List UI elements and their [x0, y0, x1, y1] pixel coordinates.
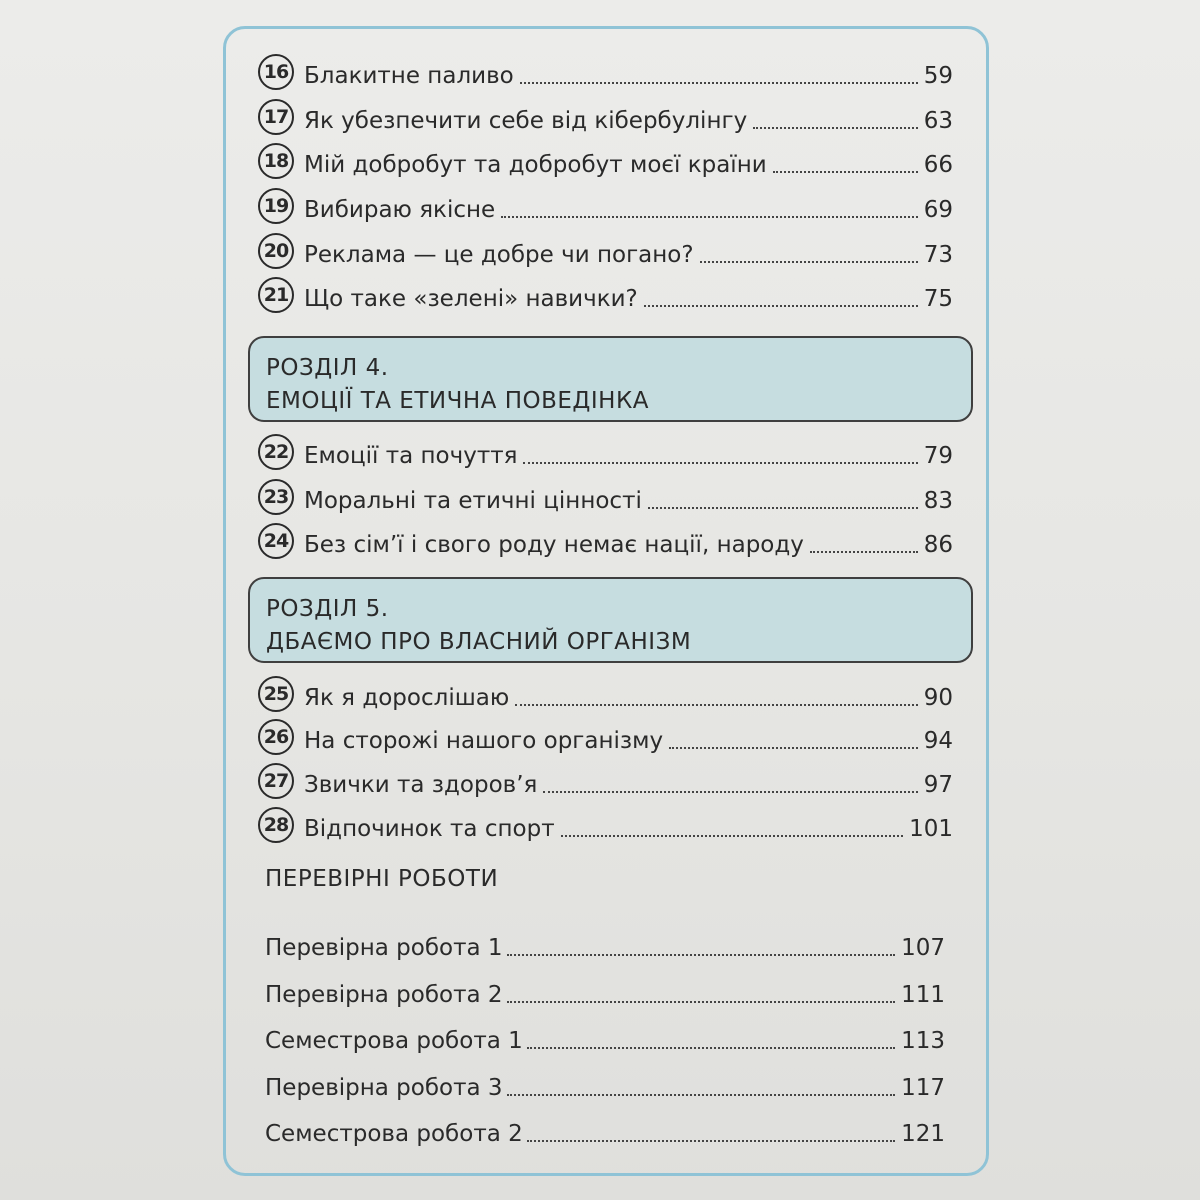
- toc-entry[interactable]: [258, 52, 953, 92]
- entry-page: 86: [923, 532, 953, 558]
- entry-number: 19: [258, 188, 294, 224]
- toc-entry[interactable]: [258, 805, 953, 845]
- leader-dots: [700, 261, 918, 263]
- entry-number: 27: [258, 763, 294, 799]
- tests-heading: ПЕРЕВІРНІ РОБОТИ: [265, 866, 499, 892]
- toc-entry[interactable]: [258, 674, 953, 714]
- test-page: 121: [901, 1121, 945, 1147]
- leader-dots: [644, 305, 918, 307]
- toc-entry[interactable]: [258, 186, 953, 226]
- entry-page: 83: [923, 488, 953, 514]
- entry-page: 73: [923, 242, 953, 268]
- leader-dots: [520, 82, 918, 84]
- entry-number: 21: [258, 277, 294, 313]
- test-page: 113: [901, 1028, 945, 1054]
- toc-entry[interactable]: [258, 521, 953, 561]
- entry-number: 18: [258, 143, 294, 179]
- toc-entry[interactable]: [258, 141, 953, 181]
- test-entry[interactable]: [265, 928, 945, 964]
- leader-dots: [543, 791, 917, 793]
- entry-number: 28: [258, 807, 294, 843]
- entry-number: 17: [258, 99, 294, 135]
- entry-title: Звички та здоров’я: [304, 772, 538, 798]
- entry-title: Відпочинок та спорт: [304, 816, 555, 842]
- leader-dots: [753, 127, 918, 129]
- toc-entry[interactable]: [258, 432, 953, 472]
- entry-number: 23: [258, 479, 294, 515]
- leader-dots: [507, 954, 896, 956]
- test-entry[interactable]: [265, 1068, 945, 1104]
- entry-number: 25: [258, 676, 294, 712]
- entry-title: Моральні та етичні цінності: [304, 488, 642, 514]
- test-title: Семестрова робота 2: [265, 1121, 523, 1147]
- test-title: Перевірна робота 1: [265, 935, 503, 961]
- entry-page: 69: [923, 197, 953, 223]
- entry-page: 59: [923, 63, 953, 89]
- entry-title: Емоції та почуття: [304, 443, 518, 469]
- entry-page: 97: [923, 772, 953, 798]
- entry-title: Блакитне паливо: [304, 63, 514, 89]
- entry-page: 94: [923, 728, 953, 754]
- entry-number: 24: [258, 523, 294, 559]
- leader-dots: [501, 216, 918, 218]
- test-page: 111: [901, 982, 945, 1008]
- entry-title: Що таке «зелені» навички?: [304, 286, 638, 312]
- leader-dots: [773, 171, 918, 173]
- test-title: Семестрова робота 1: [265, 1028, 523, 1054]
- entry-title: Реклама — це добре чи погано?: [304, 242, 694, 268]
- section-number: РОЗДІЛ 5.: [266, 596, 389, 622]
- entry-page: 63: [923, 108, 953, 134]
- leader-dots: [669, 747, 918, 749]
- entry-number: 26: [258, 719, 294, 755]
- leader-dots: [507, 1094, 896, 1096]
- test-page: 107: [901, 935, 945, 961]
- test-entry[interactable]: [265, 1114, 945, 1150]
- toc-entry[interactable]: [258, 761, 953, 801]
- entry-page: 75: [923, 286, 953, 312]
- entry-title: Як убезпечити себе від кібербулінгу: [304, 108, 748, 134]
- leader-dots: [523, 462, 917, 464]
- section-number: РОЗДІЛ 4.: [266, 355, 389, 381]
- leader-dots: [561, 835, 904, 837]
- test-entry[interactable]: [265, 975, 945, 1011]
- entry-number: 22: [258, 434, 294, 470]
- leader-dots: [515, 704, 918, 706]
- test-title: Перевірна робота 2: [265, 982, 503, 1008]
- entry-title: Вибираю якісне: [304, 197, 496, 223]
- entry-number: 20: [258, 233, 294, 269]
- leader-dots: [527, 1047, 895, 1049]
- entry-title: Як я дорослішаю: [304, 685, 510, 711]
- leader-dots: [648, 507, 918, 509]
- entry-page: 101: [909, 816, 953, 842]
- entry-page: 79: [923, 443, 953, 469]
- section-title: ДБАЄМО ПРО ВЛАСНИЙ ОРГАНІЗМ: [266, 629, 692, 655]
- test-page: 117: [901, 1075, 945, 1101]
- toc-entry[interactable]: [258, 477, 953, 517]
- test-title: Перевірна робота 3: [265, 1075, 503, 1101]
- toc-entry[interactable]: [258, 717, 953, 757]
- entry-number: 16: [258, 54, 294, 90]
- section-title: ЕМОЦІЇ ТА ЕТИЧНА ПОВЕДІНКА: [266, 388, 650, 414]
- toc-entry[interactable]: [258, 231, 953, 271]
- section-4-header: [248, 336, 973, 422]
- leader-dots: [507, 1001, 896, 1003]
- entry-title: Без сім’ї і свого роду немає нації, народу: [304, 532, 804, 558]
- test-entry[interactable]: [265, 1021, 945, 1057]
- entry-title: Мій добробут та добробут моєї країни: [304, 152, 767, 178]
- section-5-header: [248, 577, 973, 663]
- leader-dots: [810, 551, 918, 553]
- toc-entry[interactable]: [258, 275, 953, 315]
- leader-dots: [527, 1140, 895, 1142]
- toc-entry[interactable]: [258, 97, 953, 137]
- entry-title: На сторожі нашого організму: [304, 728, 664, 754]
- entry-page: 66: [923, 152, 953, 178]
- entry-page: 90: [923, 685, 953, 711]
